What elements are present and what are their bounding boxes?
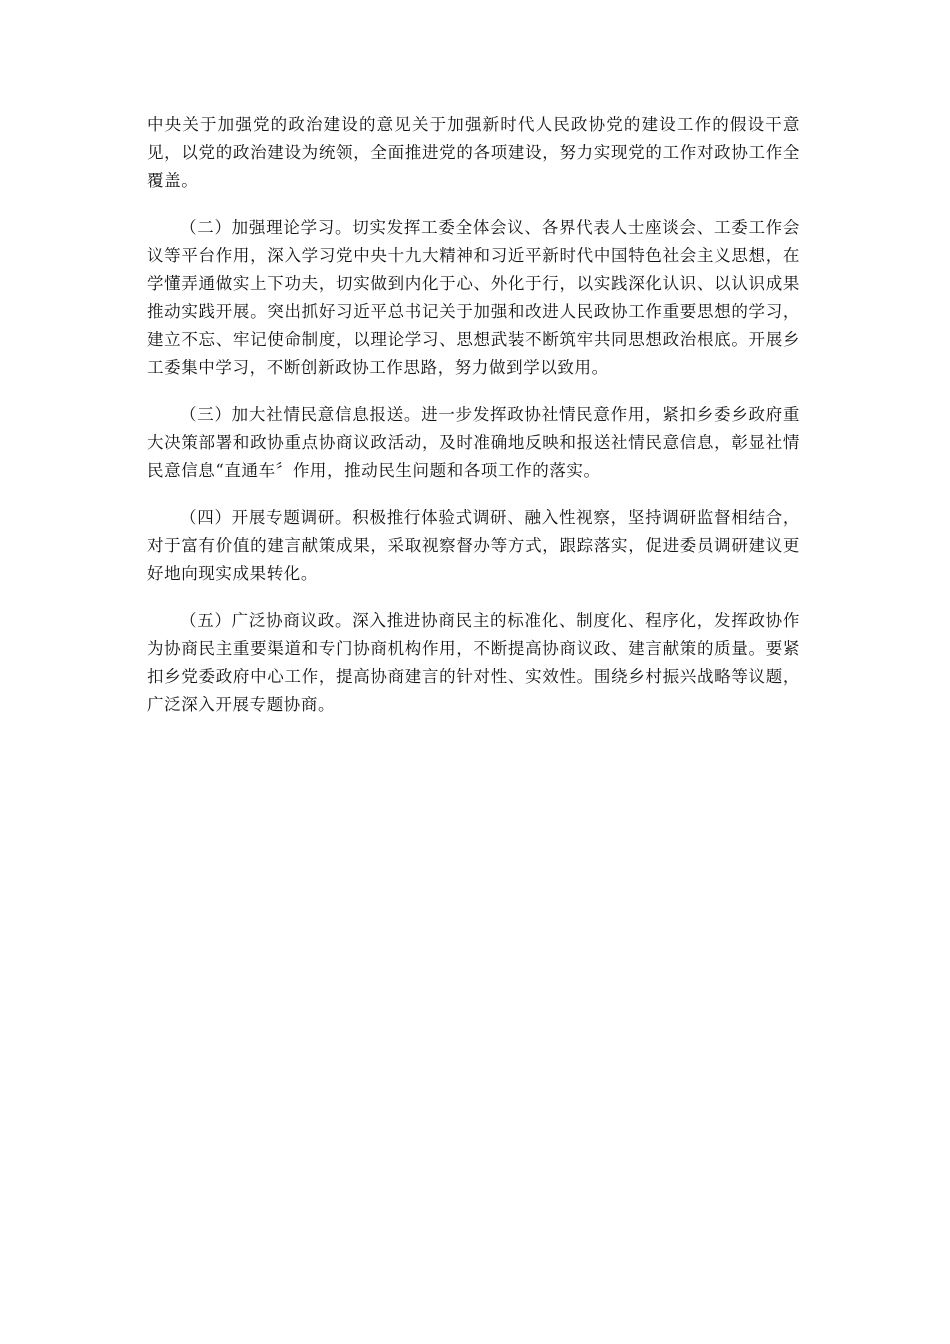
- paragraph-consultation: （五）广泛协商议政。深入推进协商民主的标准化、制度化、程序化，发挥政协作为协商民主重要渠道和专门协商机构作用，不断提高协商议政、建言献策的质量。要紧扣乡党委政府中心工作，提高协商建言的针对性、实效性。围绕乡村振兴战略等议题，广泛深入开展专题协商。: [147, 611, 800, 714]
- paragraph-special-research: （四）开展专题调研。积极推行体验式调研、融入性视察，坚持调研监督相结合，对于富有价值的建言献策成果，采取视察督办等方式，跟踪落实，促进委员调研建议更好地向现实成果转化。: [147, 508, 800, 583]
- paragraph-theory-study: （二）加强理论学习。切实发挥工委全体会议、各界代表人士座谈会、工委工作会议等平台作用，深入学习党中央十九大精神和习近平新时代中国特色社会主义思想，在学懂弄通做实上下功夫，切实做到内化于心、外化于行，以实践深化认识、以认识成果推动实践开展。突出抓好习近平总书记关于加强和改进人民政协工作重要思想的学习，建立不忘、牢记使命制度，以理论学习、思想武装不断筑牢共同思想政治根底。开展乡工委集中学习，不断创新政协工作思路，努力做到学以致用。: [147, 218, 800, 377]
- paragraph-public-opinion: （三）加大社情民意信息报送。进一步发挥政协社情民意作用，紧扣乡委乡政府重大决策部署和政协重点协商议政活动，及时准确地反映和报送社情民意信息，彰显社情民意信息“直通车〞作用，推动民生问题和各项工作的落实。: [147, 405, 800, 480]
- paragraph-continuation: 中央关于加强党的政治建设的意见关于加强新时代人民政协党的建设工作的假设干意见，以党的政治建设为统领，全面推进党的各项建设，努力实现党的工作对政协工作全覆盖。: [147, 115, 800, 190]
